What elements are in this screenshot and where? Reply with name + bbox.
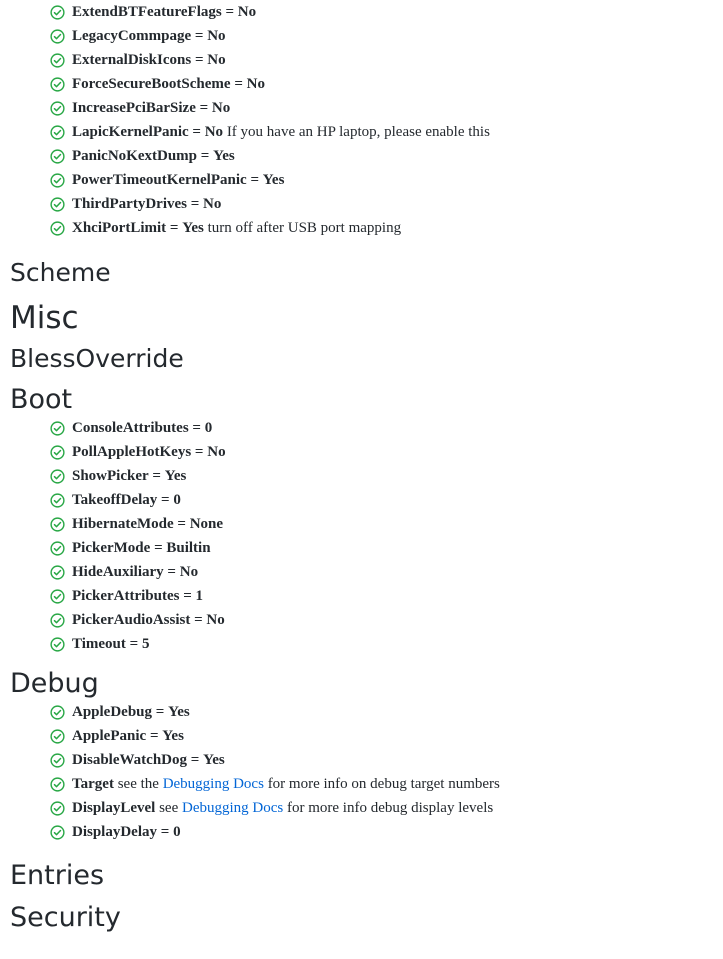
list-item: [50, 120, 723, 144]
equals-sign: =: [154, 540, 163, 556]
check-circle-icon: [50, 825, 65, 840]
check-circle-icon: [50, 541, 65, 556]
check-circle-icon: [50, 125, 65, 140]
setting-key: HideAuxiliary: [72, 564, 164, 580]
equals-sign: =: [194, 52, 204, 68]
list-item: [50, 96, 723, 120]
setting-value: No: [246, 76, 265, 92]
setting-value: Yes: [162, 728, 184, 744]
setting-note: see: [159, 800, 179, 816]
list-item: [50, 144, 723, 168]
list-item: [50, 536, 723, 560]
setting-value: None: [189, 516, 224, 532]
list-item: [50, 584, 723, 608]
list-item: [50, 0, 723, 24]
check-circle-icon: [50, 445, 65, 460]
setting-value: No: [211, 100, 231, 116]
check-circle-icon: [50, 613, 65, 628]
section-heading-security: Security: [10, 902, 121, 933]
setting-value: No: [206, 612, 225, 628]
list-item: [50, 440, 723, 464]
equals-sign: =: [183, 588, 192, 604]
setting-note: for more info debug display levels: [287, 800, 494, 816]
list-item: [50, 772, 723, 796]
check-circle-icon: [50, 801, 65, 816]
equals-sign: =: [200, 148, 210, 164]
setting-value: No: [207, 444, 226, 460]
setting-key: TakeoffDelay: [72, 492, 158, 508]
setting-key: ConsoleAttributes: [72, 420, 189, 436]
setting-key: ExtendBTFeatureFlags: [72, 4, 222, 20]
check-circle-icon: [50, 753, 65, 768]
check-circle-icon: [50, 589, 65, 604]
check-circle-icon: [50, 565, 65, 580]
setting-key: Timeout: [72, 636, 126, 652]
section-heading-misc: Misc: [10, 300, 79, 336]
setting-key: DisplayLevel: [72, 800, 156, 816]
section-heading-scheme: Scheme: [10, 258, 111, 287]
setting-key: DisableWatchDog: [72, 752, 188, 768]
list-item: [50, 72, 723, 96]
list-item: [50, 724, 723, 748]
setting-key: LegacyCommpage: [72, 28, 192, 44]
setting-key: IncreasePciBarSize: [72, 100, 196, 116]
equals-sign: =: [169, 220, 179, 236]
check-circle-icon: [50, 53, 65, 68]
setting-note: turn off after USB port mapping: [207, 220, 402, 236]
setting-value: Yes: [213, 148, 235, 164]
check-circle-icon: [50, 777, 65, 792]
list-item: [50, 24, 723, 48]
list-item: [50, 560, 723, 584]
check-circle-icon: [50, 77, 65, 92]
equals-sign: =: [250, 172, 259, 188]
equals-sign: =: [152, 468, 161, 484]
check-circle-icon: [50, 197, 65, 212]
equals-sign: =: [192, 124, 201, 140]
list-item: [50, 168, 723, 192]
setting-note: If you have an HP laptop, please enable this: [226, 124, 490, 140]
setting-value: Yes: [168, 704, 190, 720]
setting-key: LapicKernelPanic: [72, 124, 189, 140]
check-circle-icon: [50, 729, 65, 744]
setting-value: 0: [204, 420, 213, 436]
setting-key: ThirdPartyDrives: [72, 196, 187, 212]
setting-key: ApplePanic: [72, 728, 147, 744]
quirks-checklist: [0, 0, 723, 240]
check-circle-icon: [50, 101, 65, 116]
equals-sign: =: [234, 76, 243, 92]
list-item: [50, 748, 723, 772]
list-item: [50, 632, 723, 656]
list-item: [50, 192, 723, 216]
setting-key: PollAppleHotKeys: [72, 444, 192, 460]
equals-sign: =: [192, 420, 201, 436]
boot-checklist: [0, 416, 723, 656]
equals-sign: =: [190, 196, 200, 212]
equals-sign: =: [194, 28, 204, 44]
check-circle-icon: [50, 221, 65, 236]
list-item: [50, 216, 723, 240]
setting-key: PanicNoKextDump: [72, 148, 197, 164]
setting-value: 1: [195, 588, 204, 604]
setting-value: No: [204, 124, 224, 140]
setting-value: 0: [173, 824, 181, 840]
setting-key: AppleDebug: [72, 704, 153, 720]
setting-value: Yes: [262, 172, 285, 188]
equals-sign: =: [194, 444, 204, 460]
setting-value: No: [237, 4, 257, 20]
equals-sign: =: [177, 516, 186, 532]
setting-key: XhciPortLimit: [72, 220, 167, 236]
debugging-docs-link[interactable]: Debugging Docs: [182, 800, 284, 816]
list-item: [50, 488, 723, 512]
equals-sign: =: [161, 492, 170, 508]
list-item: [50, 796, 723, 820]
setting-key: ShowPicker: [72, 468, 149, 484]
setting-value: 5: [141, 636, 150, 652]
equals-sign: =: [160, 824, 170, 840]
equals-sign: =: [190, 752, 200, 768]
section-heading-bless-override: BlessOverride: [10, 344, 184, 373]
check-circle-icon: [50, 469, 65, 484]
setting-value: Yes: [182, 220, 204, 236]
setting-key: PickerMode: [72, 540, 151, 556]
setting-note: for more info on debug target numbers: [267, 776, 500, 792]
setting-value: No: [179, 564, 199, 580]
setting-key: PickerAudioAssist: [72, 612, 191, 628]
check-circle-icon: [50, 29, 65, 44]
equals-sign: =: [225, 4, 235, 20]
setting-key: PickerAttributes: [72, 588, 180, 604]
setting-value: Yes: [164, 468, 187, 484]
setting-value: No: [207, 52, 226, 68]
list-item: [50, 464, 723, 488]
setting-value: Builtin: [166, 540, 211, 556]
setting-key: PowerTimeoutKernelPanic: [72, 172, 247, 188]
equals-sign: =: [194, 612, 203, 628]
setting-key: DisplayDelay: [72, 824, 158, 840]
list-item: [50, 700, 723, 724]
setting-value: No: [207, 28, 226, 44]
check-circle-icon: [50, 5, 65, 20]
setting-value: No: [203, 196, 222, 212]
setting-value: 0: [173, 492, 181, 508]
setting-key: ExternalDiskIcons: [72, 52, 192, 68]
equals-sign: =: [167, 564, 176, 580]
section-heading-entries: Entries: [10, 860, 105, 891]
setting-value: Yes: [203, 752, 225, 768]
equals-sign: =: [129, 636, 139, 652]
setting-key: Target: [72, 776, 114, 792]
list-item: [50, 48, 723, 72]
equals-sign: =: [199, 100, 209, 116]
setting-note: see the: [117, 776, 159, 792]
check-circle-icon: [50, 637, 65, 652]
check-circle-icon: [50, 517, 65, 532]
check-circle-icon: [50, 421, 65, 436]
equals-sign: =: [149, 728, 159, 744]
list-item: [50, 512, 723, 536]
list-item: [50, 820, 723, 844]
setting-key: HibernateMode: [72, 516, 174, 532]
equals-sign: =: [155, 704, 165, 720]
check-circle-icon: [50, 149, 65, 164]
list-item: [50, 608, 723, 632]
section-heading-debug: Debug: [10, 668, 99, 699]
debug-checklist: [0, 700, 723, 844]
check-circle-icon: [50, 173, 65, 188]
section-heading-boot: Boot: [10, 384, 73, 415]
debugging-docs-link[interactable]: Debugging Docs: [162, 776, 264, 792]
setting-key: ForceSecureBootScheme: [72, 76, 231, 92]
check-circle-icon: [50, 705, 65, 720]
check-circle-icon: [50, 493, 65, 508]
list-item: [50, 416, 723, 440]
